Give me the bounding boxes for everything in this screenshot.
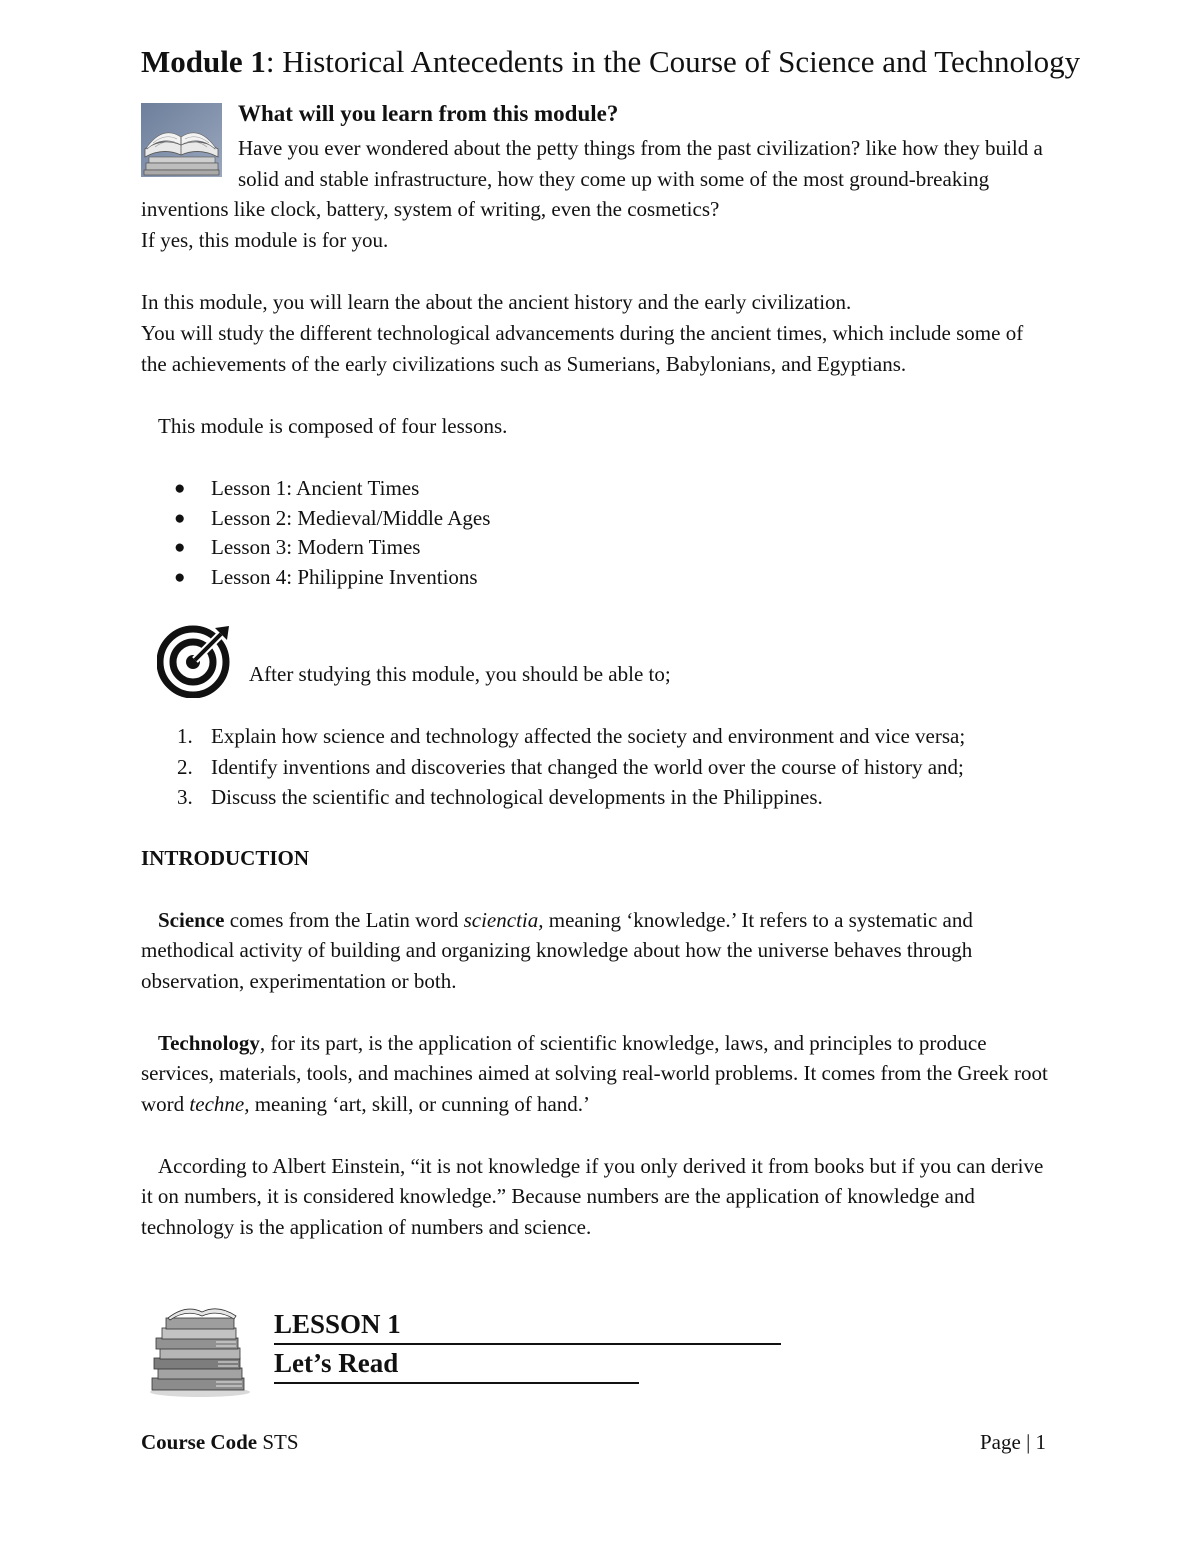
list-item bbox=[141, 721, 965, 752]
technology-line-3 bbox=[141, 1089, 590, 1120]
introduction-heading: INTRODUCTION bbox=[141, 846, 310, 870]
lesson-list bbox=[141, 474, 490, 592]
science-line-3: observation, experimentation or both. bbox=[141, 969, 457, 993]
lesson-number: LESSON 1 bbox=[274, 1306, 781, 1345]
module-para-line-1: In this module, you will learn the about the ancient history and the early civilization. bbox=[141, 290, 852, 314]
list-item bbox=[141, 782, 965, 813]
module-title bbox=[141, 42, 1080, 82]
lesson-label: Lesson 3: Modern Times bbox=[211, 535, 421, 559]
course-code-value: STS bbox=[257, 1430, 299, 1454]
science-line-2: methodical activity of building and organizing knowledge about how the universe behaves through bbox=[141, 938, 973, 962]
item-number: 3. bbox=[177, 785, 193, 809]
science-latin-word: scienctia, bbox=[463, 908, 544, 932]
technology-text: word bbox=[141, 1092, 190, 1116]
list-item bbox=[141, 533, 490, 563]
objectives-lead: After studying this module, you should be able to; bbox=[249, 662, 671, 686]
technology-line-2: services, materials, tools, and machines aimed at solving real-world problems. It comes from the Greek root bbox=[141, 1061, 1048, 1085]
objective-text: Explain how science and technology affected the society and environment and vice versa; bbox=[211, 724, 966, 748]
module-para-line-2: You will study the different technological advancements during the ancient times, which include some of bbox=[141, 321, 1024, 345]
list-item bbox=[141, 563, 490, 593]
course-code-label: Course Code bbox=[141, 1430, 258, 1454]
open-book-icon bbox=[141, 103, 222, 177]
module-title-prefix: Module 1 bbox=[141, 44, 266, 79]
bullet-icon: ● bbox=[174, 507, 186, 529]
list-item bbox=[141, 504, 490, 534]
learn-heading: What will you learn from this module? bbox=[238, 101, 619, 126]
objective-text: Discuss the scientific and technological developments in the Philippines. bbox=[211, 785, 823, 809]
technology-term: Technology bbox=[158, 1031, 260, 1055]
intro-line-3: inventions like clock, battery, system of writing, even the cosmetics? bbox=[141, 197, 720, 221]
lesson-label: Lesson 1: Ancient Times bbox=[211, 476, 420, 500]
lesson-header bbox=[274, 1306, 781, 1384]
einstein-line-1: According to Albert Einstein, “it is not knowledge if you only derived it from books but if you can derive bbox=[158, 1154, 1044, 1178]
item-number: 1. bbox=[177, 724, 193, 748]
einstein-line-2: it on numbers, it is considered knowledge.” Because numbers are the application of knowledge and bbox=[141, 1184, 975, 1208]
intro-line-1: Have you ever wondered about the petty things from the past civilization? like how they build a bbox=[238, 136, 1043, 160]
technology-text: meaning ‘art, skill, or cunning of hand.’ bbox=[249, 1092, 591, 1116]
page-number: Page | 1 bbox=[980, 1430, 1047, 1454]
technology-line-1 bbox=[158, 1028, 987, 1059]
intro-line-2: solid and stable infrastructure, how they come up with some of the most ground-breaking bbox=[238, 167, 990, 191]
list-item bbox=[141, 474, 490, 504]
list-item bbox=[141, 752, 965, 783]
science-text: comes from the Latin word bbox=[224, 908, 464, 932]
science-text: meaning ‘knowledge.’ It refers to a systematic and bbox=[543, 908, 973, 932]
science-term: Science bbox=[158, 908, 225, 932]
module-para-line-3: the achievements of the early civilizations such as Sumerians, Babylonians, and Egyptians. bbox=[141, 352, 907, 376]
item-number: 2. bbox=[177, 754, 193, 779]
bullet-icon: ● bbox=[174, 566, 186, 588]
bullet-icon: ● bbox=[174, 478, 186, 499]
lesson-label: Lesson 2: Medieval/Middle Ages bbox=[211, 505, 491, 530]
einstein-line-3: technology is the application of numbers and science. bbox=[141, 1215, 592, 1239]
science-line-1 bbox=[158, 905, 973, 936]
bullet-icon: ● bbox=[174, 537, 186, 558]
technology-text: , for its part, is the application of scientific knowledge, laws, and principles to produce bbox=[259, 1031, 987, 1055]
target-icon bbox=[157, 622, 233, 698]
book-stack-icon bbox=[146, 1302, 254, 1398]
module-title-rest: : Historical Antecedents in the Course of Science and Technology bbox=[265, 44, 1081, 79]
composed-line: This module is composed of four lessons. bbox=[158, 414, 508, 438]
lesson-label: Lesson 4: Philippine Inventions bbox=[211, 564, 478, 589]
intro-line-4: If yes, this module is for you. bbox=[141, 228, 389, 252]
objective-text: Identify inventions and discoveries that changed the world over the course of history and; bbox=[211, 754, 964, 779]
objectives-list bbox=[141, 721, 965, 813]
lets-read-label: Let’s Read bbox=[274, 1345, 639, 1384]
technology-greek-word: techne, bbox=[189, 1092, 250, 1116]
course-code bbox=[141, 1428, 299, 1456]
